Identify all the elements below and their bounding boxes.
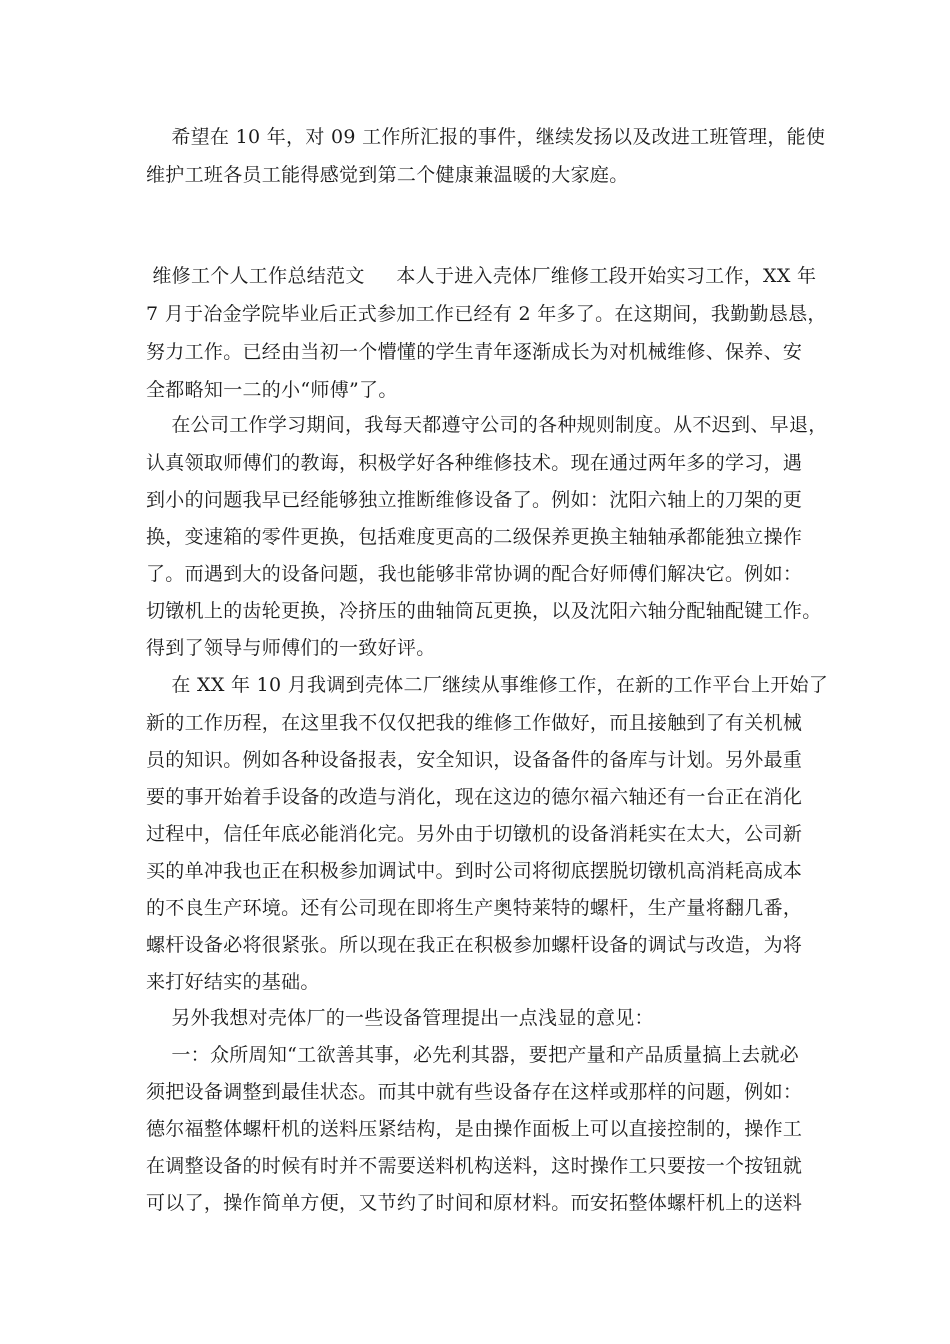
text-line: 新的工作历程，在这里我不仅仅把我的维修工作做好，而且接触到了有关机械 <box>146 712 803 734</box>
text-line: 在公司工作学习期间，我每天都遵守公司的各种规则制度。从不迟到、早退， <box>146 414 828 436</box>
text-line: 得到了领导与师傅们的一致好评。 <box>146 637 436 659</box>
text-line: 须把设备调整到最佳状态。而其中就有些设备存在这样或那样的问题，例如： <box>146 1081 803 1103</box>
text-line: 买的单冲我也正在积极参加调试中。到时公司将彻底摆脱切镦机高消耗高成本 <box>146 860 803 882</box>
text-line: 7 月于冶金学院毕业后正式参加工作已经有 2 年多了。在这期间，我勤勤恳恳， <box>146 303 827 325</box>
text-line: 换，变速箱的零件更换，包括难度更高的二级保养更换主轴轴承都能独立操作 <box>146 526 803 548</box>
text-line: 的不良生产环境。还有公司现在即将生产奥特莱特的螺杆，生产量将翻几番， <box>146 897 803 919</box>
text-line: 另外我想对壳体厂的一些设备管理提出一点浅显的意见： <box>146 1007 654 1029</box>
text-line: 维护工班各员工能得感觉到第二个健康兼温暖的大家庭。 <box>146 164 629 186</box>
text-line: 员的知识。例如各种设备报表，安全知识，设备备件的备库与计划。另外最重 <box>146 749 803 771</box>
text-line: 可以了，操作简单方便，又节约了时间和原材料。而安拓整体螺杆机上的送料 <box>146 1192 803 1214</box>
text-line: 努力工作。已经由当初一个懵懂的学生青年逐渐成长为对机械维修、保养、安 <box>146 341 803 363</box>
heading-line: 维修工个人工作总结范文 本人于进入壳体厂维修工段开始实习工作，XX 年 <box>146 265 817 287</box>
text-line: 德尔福整体螺杆机的送料压紧结构，是由操作面板上可以直接控制的，操作工 <box>146 1118 803 1140</box>
text-line: 来打好结实的基础。 <box>146 971 320 993</box>
text-line: 切镦机上的齿轮更换，冷挤压的曲轴筒瓦更换，以及沈阳六轴分配轴配键工作。 <box>146 600 822 622</box>
text-line: 过程中，信任年底必能消化完。另外由于切镦机的设备消耗实在太大，公司新 <box>146 823 803 845</box>
text-line: 认真领取师傅们的教诲，积极学好各种维修技术。现在通过两年多的学习，遇 <box>146 452 803 474</box>
text-line: 在调整设备的时候有时并不需要送料机构送料，这时操作工只要按一个按钮就 <box>146 1155 803 1177</box>
text-line: 在 XX 年 10 月我调到壳体二厂继续从事维修工作，在新的工作平台上开始了 <box>146 674 829 696</box>
text-line: 全都略知一二的小“师傅”了。 <box>146 379 398 401</box>
text-line: 了。而遇到大的设备问题，我也能够非常协调的配合好师傅们解决它。例如： <box>146 563 803 585</box>
text-line: 到小的问题我早已经能够独立推断维修设备了。例如：沈阳六轴上的刀架的更 <box>146 489 803 511</box>
text-line: 螺杆设备必将很紧张。所以现在我正在积极参加螺杆设备的调试与改造，为将 <box>146 934 803 956</box>
text-line: 希望在 10 年，对 09 工作所汇报的事件，继续发扬以及改进工班管理，能使 <box>146 126 826 148</box>
text-line: 一：众所周知“工欲善其事，必先利其器，要把产量和产品质量搞上去就必 <box>146 1044 799 1066</box>
text-line: 要的事开始着手设备的改造与消化，现在这边的德尔福六轴还有一台正在消化 <box>146 786 803 808</box>
